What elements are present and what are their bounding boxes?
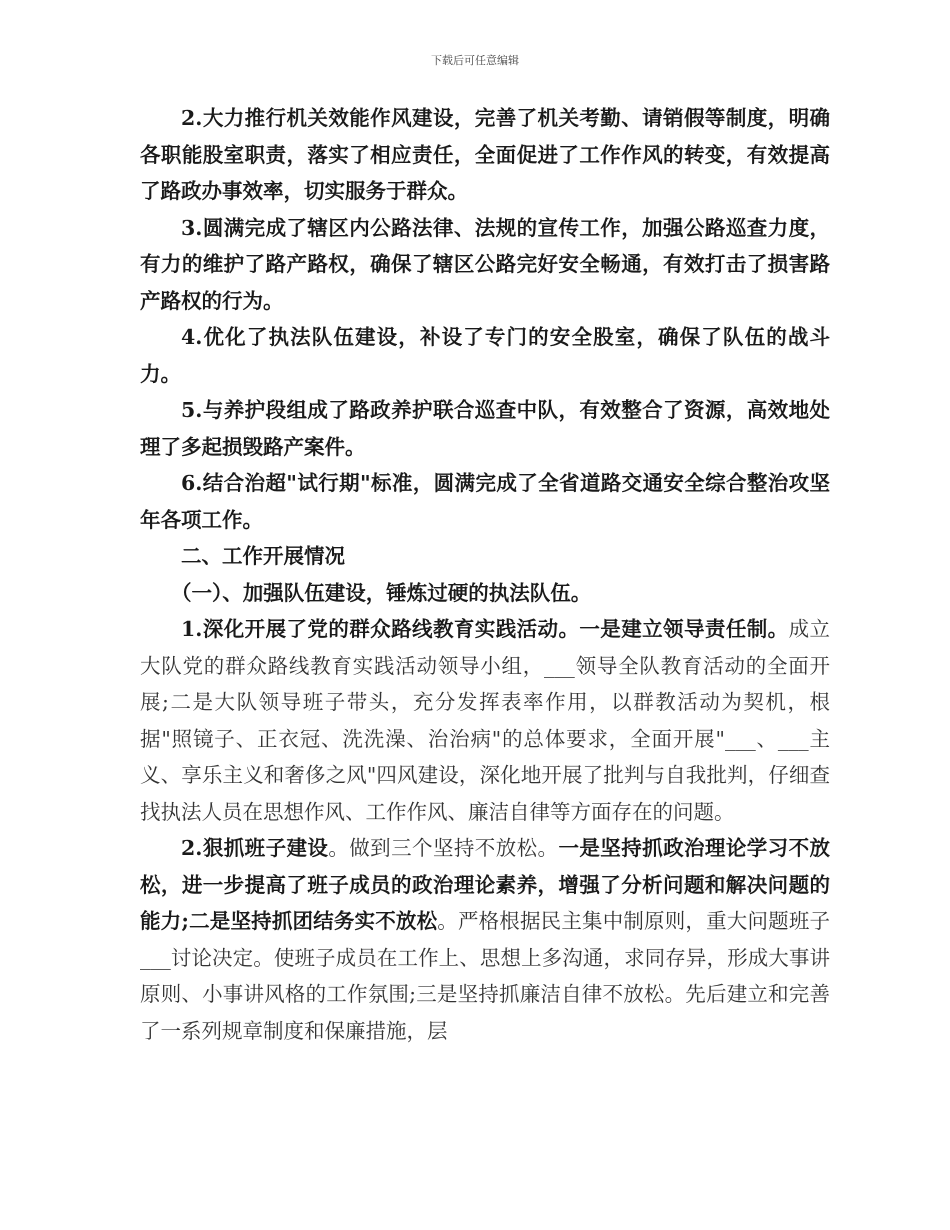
team-building-body: 。严格根据民主集中制原则，重大问题班子___讨论决定。使班子成员在工作上、思想上多沟通，求同存异，形成大事讲原则、小事讲风格的工作氛围;三是坚持抓廉洁自律不放松。先后建立和完善了一系列规章制度和保廉措施，层 <box>140 909 830 1043</box>
subsection-heading: （一）、加强队伍建设，锤炼过硬的执法队伍。 <box>171 580 592 605</box>
paragraph-item-3: 3.圆满完成了辖区内公路法律、法规的宣传工作，加强公路巡查力度，有力的维护了路产路权，确保了辖区公路完好安全畅通，有效打击了损害路产路权的行为。 <box>140 215 830 313</box>
paragraph-item-5: 5.与养护段组成了路政养护联合巡查中队，有效整合了资源，高效地处理了多起损毁路产案件。 <box>140 398 830 459</box>
section-heading: 二、工作开展情况 <box>181 544 345 568</box>
paragraph-mass-line <box>140 611 830 830</box>
mass-line-lead: 1.深化开展了党的群众路线教育实践活动。一是建立领导责任制。 <box>181 617 789 641</box>
paragraph-item-4: 4.优化了执法队伍建设，补设了专门的安全股室，确保了队伍的战斗力。 <box>140 325 830 386</box>
document-body <box>140 100 830 1049</box>
paragraph-item-2: 2.大力推行机关效能作风建设，完善了机关考勤、请销假等制度，明确各职能股室职责，落实了相应责任，全面促进了工作作风的转变，有效提高了路政办事效率，切实服务于群众。 <box>140 106 830 203</box>
paragraph-item-6: 6.结合治超"试行期"标准，圆满完成了全省道路交通安全综合整治攻坚年各项工作。 <box>140 471 830 532</box>
team-building-title: 2.狠抓班子建设 <box>181 836 329 860</box>
mass-line-body: 成立大队党的群众路线教育实践活动领导小组，___领导全队教育活动的全面开展;二是大队领导班子带头，充分发挥表率作用，以群教活动为契机，根据"照镜子、正衣冠、洗洗澡、治治病"的总体要求，全面开展"___、___主义、享乐主义和奢侈之风"四风建设，深化地开展了批判与自我批判，仔细查找执法人员在思想作风、工作作风、廉洁自律等方面存在的问题。 <box>140 617 830 824</box>
paragraph-team-building <box>140 830 830 1049</box>
team-building-intro: 。做到三个坚持不放松。 <box>328 836 559 860</box>
team-building-points: 一是坚持抓政治理论学习不放松，进一步提高了班子成员的政治理论素养，增强了分析问题和解决问题的能力;二是坚持抓团结务实不放松 <box>140 836 831 933</box>
page-header: 下载后可任意编辑 <box>431 54 519 67</box>
